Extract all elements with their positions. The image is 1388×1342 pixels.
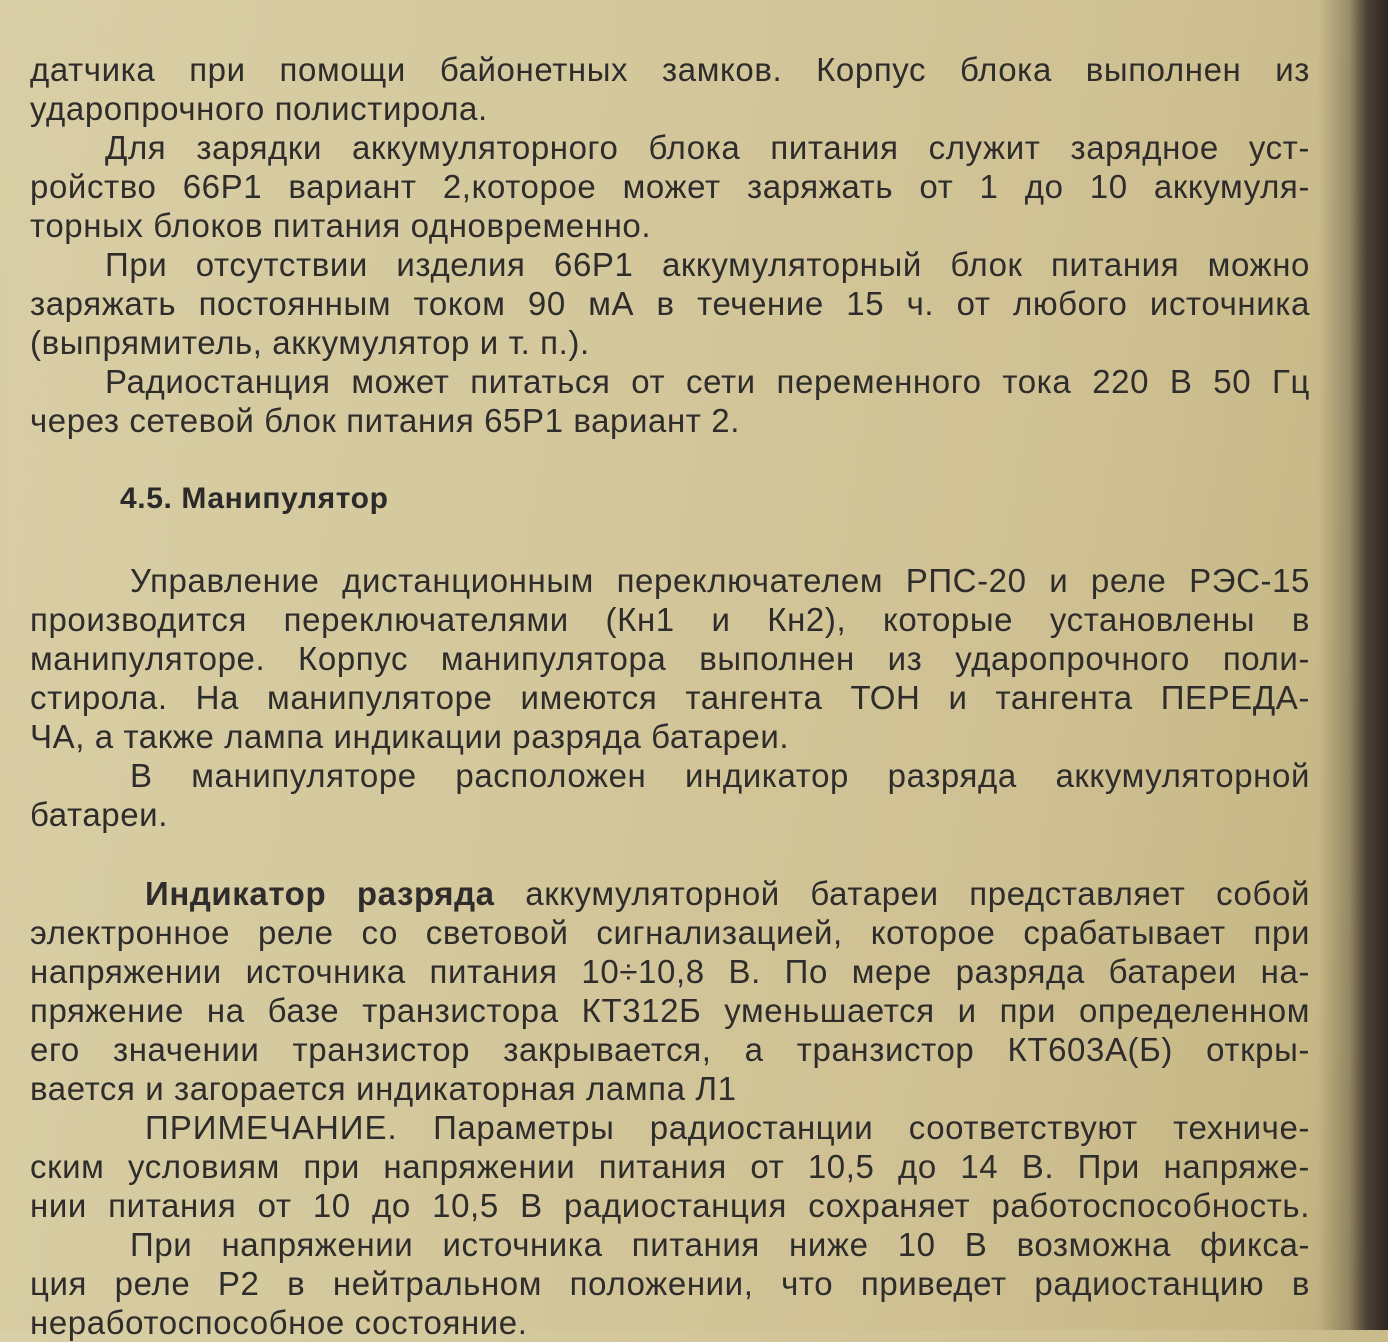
text-line: Для зарядки аккумуляторного блока питания служит зарядное уст-: [105, 129, 1310, 166]
indicator-lead-term: Индикатор разряда: [145, 875, 495, 912]
text-line: вается и загорается индикаторная лампа Л1: [30, 1070, 737, 1107]
text-line: электронное реле со световой сигнализацией, которое срабатывает при: [30, 914, 1310, 951]
text-line: стирола. На манипуляторе имеются тангента ТОН и тангента ПЕРЕДА-: [30, 679, 1310, 716]
text-line: через сетевой блок питания 65Р1 вариант 2.: [30, 402, 741, 439]
note-paragraph: [30, 1108, 1315, 1225]
mains-paragraph: [30, 362, 1315, 440]
indicator-description-paragraph: [30, 874, 1315, 1108]
intro-paragraph: [30, 50, 1315, 128]
charging-paragraph: [30, 128, 1315, 245]
text-line: пряжение на базе транзистора КТ312Б уменьшается и при определенном: [30, 992, 1310, 1029]
text-line: датчика при помощи байонетных замков. Корпус блока выполнен из: [30, 51, 1310, 88]
text-line: (выпрямитель, аккумулятор и т. п.).: [30, 324, 590, 361]
indicator-location-paragraph: [30, 756, 1315, 834]
text-line: ция реле Р2 в нейтральном положении, что приведет радиостанцию в: [30, 1265, 1310, 1302]
text-line: [30, 874, 1310, 913]
text-line: его значении транзистор закрывается, а транзистор КТ603А(Б) откры-: [30, 1031, 1310, 1068]
text-line: ским условиям при напряжении питания от 10,5 до 14 В. При напряже-: [30, 1148, 1310, 1185]
text-line: При отсутствии изделия 66Р1 аккумуляторный блок питания можно: [105, 246, 1310, 283]
text-line: напряжении источника питания 10÷10,8 В. По мере разряда батареи на-: [30, 953, 1310, 990]
text-line: ЧА, а также лампа индикации разряда батареи.: [30, 718, 790, 755]
page-edge-shadow: [1318, 0, 1388, 1330]
document-page: [30, 50, 1315, 1342]
text-line: заряжать постоянным током 90 мА в течение 15 ч. от любого источника: [30, 285, 1310, 322]
text-line: Радиостанция может питаться от сети переменного тока 220 В 50 Гц: [105, 363, 1310, 400]
section-heading: 4.5. Манипулятор: [120, 482, 389, 515]
text-line: батареи.: [30, 796, 168, 833]
low-voltage-paragraph: [30, 1225, 1315, 1342]
absence-paragraph: [30, 245, 1315, 362]
text-fragment: аккумуляторной батареи представляет собой: [494, 875, 1310, 912]
text-line: нии питания от 10 до 10,5 В радиостанция сохраняет работоспособность.: [30, 1187, 1310, 1224]
text-line: производится переключателями (Кн1 и Кн2), которые установлены в: [30, 601, 1310, 638]
note-label: ПРИМЕЧАНИЕ.: [145, 1109, 398, 1146]
text-line: неработоспособное состояние.: [30, 1304, 528, 1341]
text-line: ударопрочного полистирола.: [30, 90, 488, 127]
text-line: торных блоков питания одновременно.: [30, 207, 652, 244]
text-fragment: Параметры радиостанции соответствуют техниче-: [397, 1109, 1310, 1146]
control-paragraph: [30, 561, 1315, 756]
text-line: [30, 1108, 1310, 1147]
text-line: При напряжении источника питания ниже 10 В возможна фикса-: [130, 1226, 1310, 1263]
text-line: ройство 66Р1 вариант 2,которое может заряжать от 1 до 10 аккумуля-: [30, 168, 1310, 205]
text-line: манипуляторе. Корпус манипулятора выполнен из ударопрочного поли-: [30, 640, 1310, 677]
text-line: Управление дистанционным переключателем РПС-20 и реле РЭС-15: [130, 562, 1310, 599]
paragraph-gap: [30, 834, 1315, 874]
text-line: В манипуляторе расположен индикатор разряда аккумуляторной: [130, 757, 1310, 794]
